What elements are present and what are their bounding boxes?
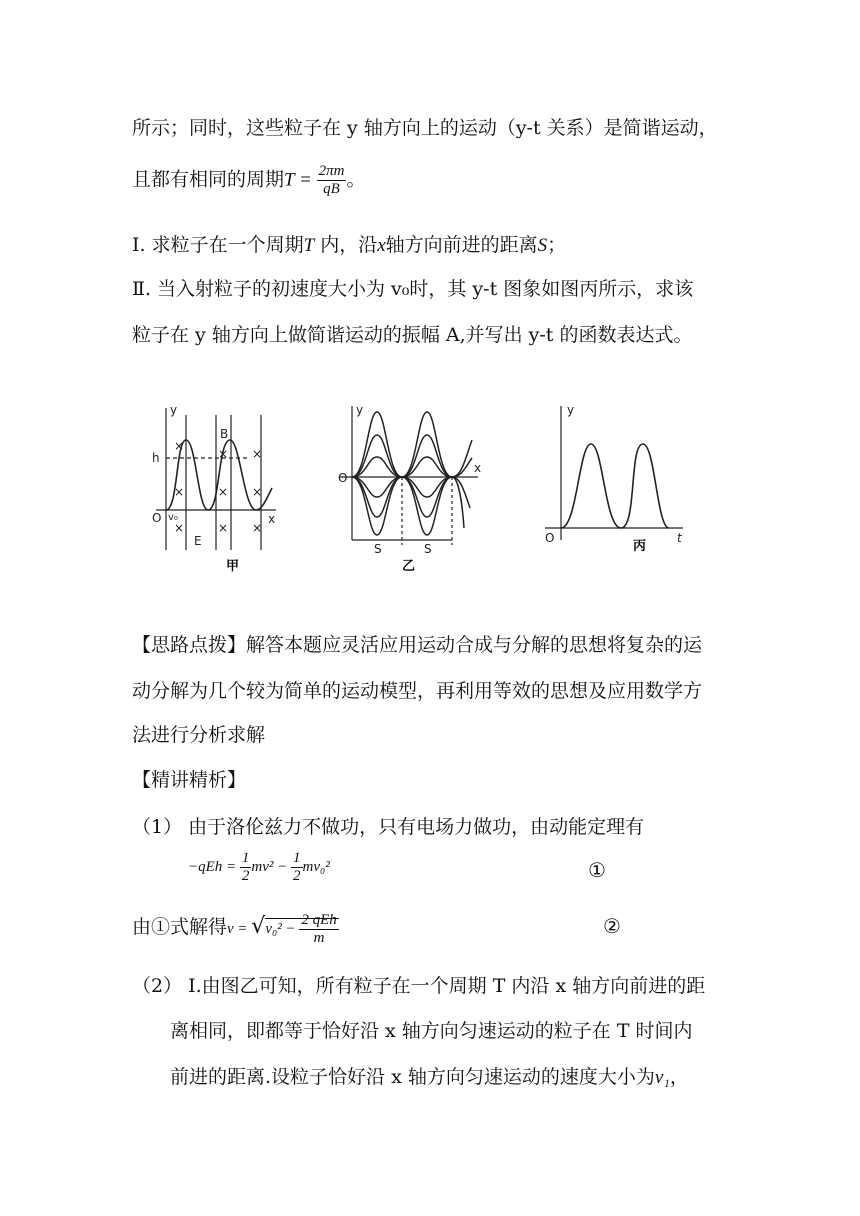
fraction-period [317, 163, 347, 198]
eq-fragment: −qEh = [188, 858, 240, 875]
math-x: x [377, 235, 386, 256]
label-x: x [268, 512, 276, 526]
fraction [291, 850, 303, 885]
text-line: 所示；同时，这些粒子在 y 轴方向上的运动（y-t 关系）是简谐运动， [132, 117, 718, 139]
figure-caption: 乙 [402, 559, 416, 574]
math-T: T [303, 235, 315, 256]
fraction-denominator: 2 [293, 868, 301, 884]
cross-mark: × [252, 485, 263, 499]
cross-mark: × [174, 485, 185, 499]
text-fragment: 且都有相同的周期 [132, 168, 285, 191]
label-h: h [152, 451, 160, 465]
figure-bing [535, 400, 695, 575]
cross-mark: × [174, 521, 185, 535]
solution-step-1: （1） 由于洛伦兹力不做功，只有电场力做功，由动能定理有 [132, 816, 645, 838]
text-fragment: 。 [346, 168, 366, 191]
eq-fragment: mv₀² [302, 858, 330, 875]
label-B: B [220, 427, 229, 441]
label-t: t [677, 531, 682, 545]
label-y: y [170, 403, 178, 417]
question-1 [132, 230, 566, 257]
fraction-denominator: 2 [241, 868, 250, 884]
label-S: S [424, 542, 432, 556]
text-line-period [132, 163, 365, 198]
solution-step-2-line-3 [170, 1062, 689, 1089]
text-fragment: ； [547, 234, 567, 256]
analysis-title: 【精讲精析】 [132, 769, 247, 791]
math-T: T [284, 169, 295, 191]
fraction-numerator: 1 [293, 850, 301, 866]
label-O: O [545, 531, 555, 545]
cross-mark: × [252, 521, 263, 535]
question-2-line-2: 粒子在 y 轴方向上做简谐运动的振幅 A,并写出 y-t 的函数表达式。 [132, 324, 693, 346]
cross-mark: × [252, 447, 263, 461]
math-S: S [537, 235, 548, 256]
hint-line-3: 法进行分析求解 [132, 724, 266, 746]
math-v1: v₁ [654, 1067, 670, 1088]
text-fragment: 前进的距离.设粒子恰好沿 x 轴方向匀速运动的速度大小为 [170, 1066, 655, 1088]
label-y: y [356, 403, 364, 417]
figure-caption: 丙 [633, 539, 647, 554]
label-x: x [474, 461, 482, 475]
label-O: O [338, 471, 348, 485]
sqrt-sign: √ [251, 914, 266, 939]
cross-mark: × [218, 521, 229, 535]
solution-step-2-line-2: 离相同，即都等于恰好沿 x 轴方向匀速运动的粒子在 T 时间内 [170, 1020, 693, 1042]
label-O: O [152, 511, 162, 525]
fraction [299, 912, 338, 947]
text-fragment: ， [669, 1066, 689, 1088]
question-2-line-1: Ⅱ. 当入射粒子的初速度大小为 v₀时，其 y-t 图象如图丙所示，求该 [132, 278, 694, 300]
fraction-denominator: qB [323, 181, 340, 197]
fraction-numerator: 2 qEh [301, 912, 337, 929]
eq-fragment: mv² − [251, 858, 292, 875]
cross-mark: × [174, 439, 185, 453]
figure-caption: 甲 [226, 559, 240, 574]
equation-2 [132, 912, 339, 947]
eq-fragment: v = [227, 921, 252, 937]
figure-jia [148, 400, 288, 575]
label-E: E [194, 534, 202, 548]
cross-mark: × [218, 485, 229, 499]
label-v0: v₀ [168, 512, 178, 523]
solution-step-2-line-1: （2） Ⅰ.由图乙可知，所有粒子在一个周期 T 内沿 x 轴方向前进的距 [132, 975, 706, 997]
equation-1 [188, 850, 330, 885]
math-eq: = [294, 169, 317, 191]
label-y: y [567, 403, 575, 417]
fraction [240, 850, 252, 885]
text-fragment: 轴方向前进的距离 [385, 234, 538, 256]
eq-fragment: v₀² − [265, 921, 300, 937]
label-S: S [374, 542, 382, 556]
text-fragment: Ⅰ. 求粒子在一个周期 [132, 234, 304, 256]
fraction-numerator: 2πm [318, 163, 345, 179]
equation-marker-1: ① [588, 858, 606, 882]
equation-marker-2: ② [603, 914, 621, 938]
figure-yi [330, 400, 490, 575]
hint-line-1: 【思路点拨】解答本题应灵活应用运动合成与分解的思想将复杂的运 [132, 634, 703, 656]
fraction-numerator: 1 [241, 850, 250, 866]
sqrt-content [265, 912, 338, 947]
text-fragment: 由①式解得 [132, 916, 228, 938]
text-fragment: 内，沿 [314, 234, 378, 256]
hint-line-2: 动分解为几个较为简单的运动模型，再利用等效的思想及应用数学方 [132, 680, 703, 702]
fraction-denominator: m [313, 930, 325, 947]
cross-mark: × [218, 447, 229, 461]
